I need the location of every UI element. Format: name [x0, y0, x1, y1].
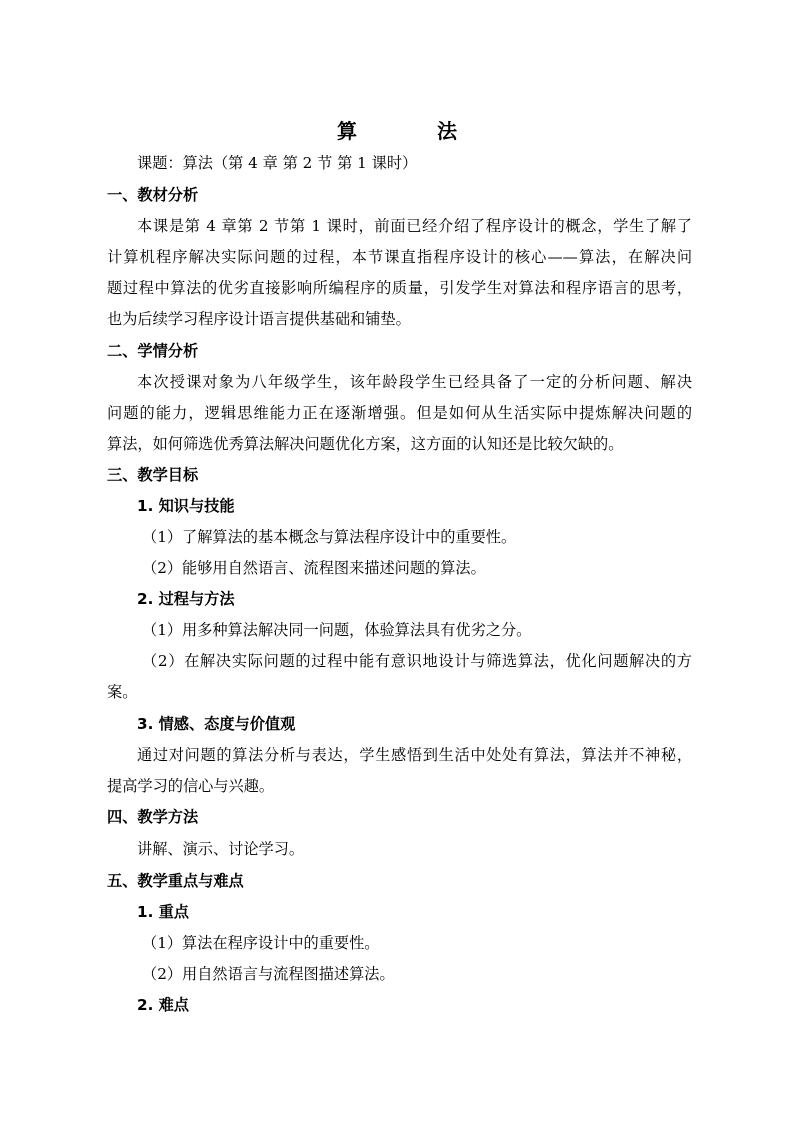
list-item: （1）算法在程序设计中的重要性。 [142, 934, 380, 952]
list-item: （1）用多种算法解决同一问题，体验算法具有优劣之分。 [142, 621, 532, 639]
paragraph-line: 通过对问题的算法分析与表达，学生感悟到生活中处处有算法，算法并不神秘， [137, 746, 692, 764]
list-item-continuation: 案。 [107, 683, 138, 701]
paragraph-line: 题过程中算法的优劣直接影响所编程序的质量，引发学生对算法和程序语言的思考， [107, 279, 692, 297]
subject-line: 课题：算法（第 4 章 第 2 节 第 1 课时） [137, 154, 418, 172]
list-item: （1）了解算法的基本概念与算法程序设计中的重要性。 [142, 528, 517, 546]
paragraph-line: 问题的能力，逻辑思维能力正在逐渐增强。但是如何从生活实际中提炼解决问题的 [107, 404, 692, 422]
subheading-emotion-attitude-values: 3. 情感、态度与价值观 [137, 715, 296, 733]
section-heading-key-difficult-points: 五、教学重点与难点 [107, 872, 244, 890]
section-heading-teaching-goals: 三、教学目标 [107, 466, 199, 484]
section-heading-textbook-analysis: 一、教材分析 [107, 186, 199, 204]
paragraph-line: 提高学习的信心与兴趣。 [107, 777, 275, 795]
paragraph-line: 也为后续学习程序设计语言提供基础和铺垫。 [107, 310, 411, 328]
section-heading-teaching-methods: 四、教学方法 [107, 808, 199, 826]
paragraph-line: 算法，如何筛选优秀算法解决问题优化方案，这方面的认知还是比较欠缺的。 [107, 435, 624, 453]
list-item: （2）在解决实际问题的过程中能有意识地设计与筛选算法，优化问题解决的方 [142, 652, 692, 670]
subheading-process-method: 2. 过程与方法 [137, 590, 235, 608]
subheading-knowledge-skills: 1. 知识与技能 [137, 497, 235, 515]
section-heading-student-analysis: 二、学情分析 [107, 342, 199, 360]
paragraph-line: 本课是第 4 章第 2 节第 1 课时，前面已经介绍了程序设计的概念，学生了解了 [137, 217, 692, 235]
paragraph-line: 计算机程序解决实际问题的过程，本节课直指程序设计的核心——算法，在解决问 [107, 248, 692, 266]
subheading-key-points: 1. 重点 [137, 903, 189, 921]
page-title: 算 法 [337, 119, 487, 143]
list-item: （2）能够用自然语言、流程图来描述问题的算法。 [142, 559, 486, 577]
paragraph-line: 讲解、演示、讨论学习。 [137, 840, 305, 858]
subheading-difficult-points: 2. 难点 [137, 996, 189, 1014]
list-item: （2）用自然语言与流程图描述算法。 [142, 965, 395, 983]
paragraph-line: 本次授课对象为八年级学生，该年龄段学生已经具备了一定的分析问题、解决 [137, 373, 692, 391]
